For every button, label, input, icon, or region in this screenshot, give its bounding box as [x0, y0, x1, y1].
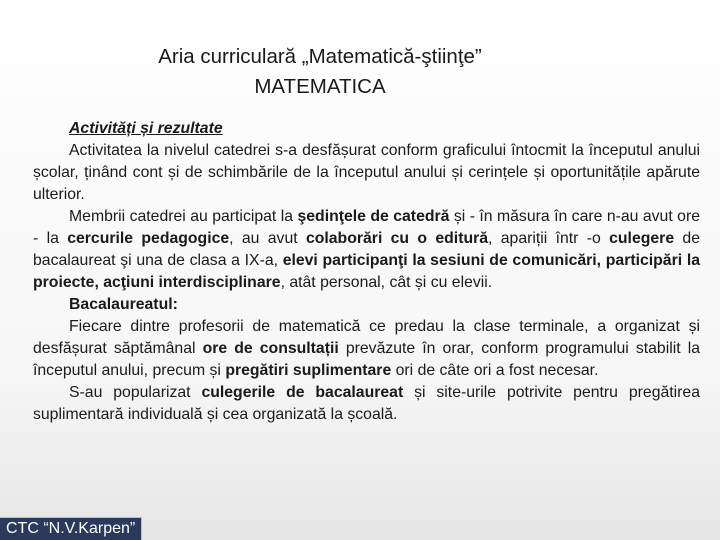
bold-run: culegere [609, 230, 675, 247]
bold-run: culegerile de bacalaureat [201, 384, 404, 401]
bold-run: pregătiri suplimentare [225, 362, 392, 379]
bac-paragraph-1 [33, 316, 700, 382]
text-run: de bacalaureat şi una de clasa a IX-a, [33, 230, 700, 269]
text-run: Membrii catedrei au participat la [69, 208, 298, 225]
text-run: ori de câte ori a fost necesar. [391, 362, 599, 379]
text-run: prevăzute în orar, conform programului stabilit la începutul anului, precum și [33, 340, 700, 379]
title-line-2: MATEMATICA [254, 75, 386, 98]
activities-paragraph-1: Activitatea la nivelul catedrei s-a desfășurat conform graficului întocmit la începutul anului școlar, ținând cont și de schimbările de la începutul anului și cerințele și oportunitățile apărute ulterior. [33, 142, 700, 203]
text-run: și - în măsura în care n-au avut ore - la [33, 208, 700, 247]
text-run: și site-urile potrivite pentru pregătirea suplimentară individuală și cea organizată la școală. [33, 384, 700, 423]
activities-heading: Activități și rezultate [69, 120, 223, 137]
bac-heading: Bacalaureatul: [69, 296, 178, 313]
slide-title [60, 42, 580, 102]
bold-run: elevi participanţi la sesiuni de comunicări, participări la proiecte, acţiuni interdisciplinare [33, 252, 700, 291]
text-run: , apariții într -o [488, 230, 610, 247]
bold-run: ore de consultații [202, 340, 339, 357]
title-line-1: Aria curriculară „Matematică-ştiinţe” [158, 45, 482, 68]
bold-run: cercurile pedagogice [67, 230, 230, 247]
text-run: , au avut [229, 230, 306, 247]
text-run: S-au popularizat [69, 384, 202, 401]
section-heading-activities [33, 118, 700, 140]
text-run: Fiecare dintre profesorii de matematică ce predau la clase terminale, a organizat și desfășurat săptămânal [33, 318, 700, 357]
section-heading-bac [33, 294, 700, 316]
slide-body [33, 118, 700, 426]
bold-run: colaborări cu o editură [305, 230, 489, 247]
bac-paragraph-2 [33, 382, 700, 426]
footer-badge: CTC “N.V.Karpen” [0, 517, 142, 540]
bold-run: şedinţele de catedră [297, 208, 450, 225]
activities-paragraph-2 [33, 206, 700, 294]
text-run: , atât personal, cât și cu elevii. [280, 274, 493, 291]
